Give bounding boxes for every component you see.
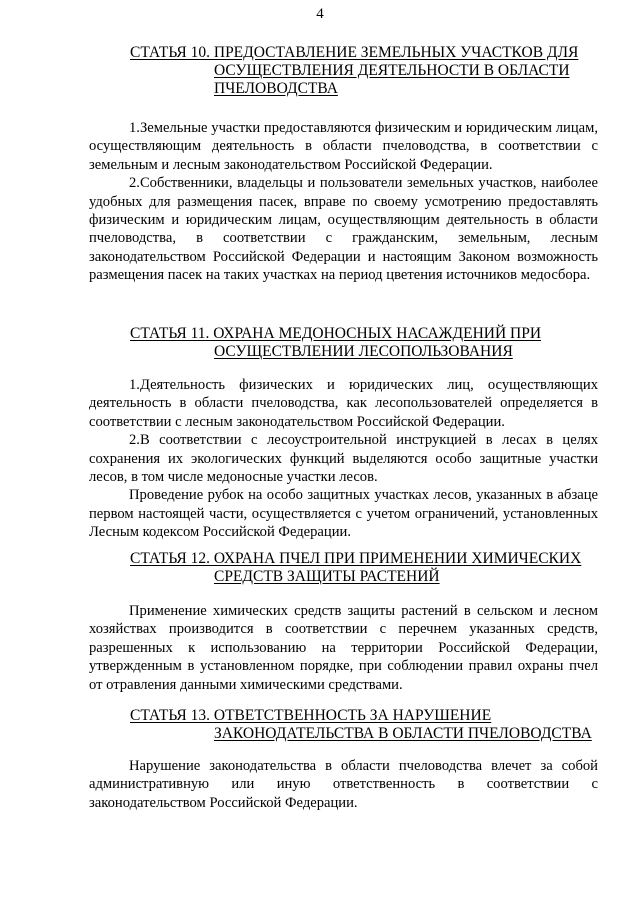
paragraph: 2.В соответствии с лесоустроительной инструкцией в лесах в целях сохранения их экологических функций выделяются особо защитные участки лесов, в том числе медоносные участки лесов. (89, 432, 598, 486)
heading-line: СТАТЬЯ 10. ПРЕДОСТАВЛЕНИЕ ЗЕМЕЛЬНЫХ УЧАСТКОВ ДЛЯ (130, 44, 579, 61)
heading-line: ЗАКОНОДАТЕЛЬСТВА В ОБЛАСТИ ПЧЕЛОВОДСТВА (214, 725, 592, 742)
article-11-body (89, 376, 598, 542)
article-12-body (89, 602, 598, 694)
page-number: 4 (316, 6, 324, 22)
heading-line: СРЕДСТВ ЗАЩИТЫ РАСТЕНИЙ (214, 568, 440, 585)
heading-line: ПЧЕЛОВОДСТВА (214, 80, 338, 97)
heading-line: СТАТЬЯ 12. ОХРАНА ПЧЕЛ ПРИ ПРИМЕНЕНИИ ХИМИЧЕСКИХ (130, 550, 582, 567)
paragraph: 2.Собственники, владельцы и пользователи земельных участков, наиболее удобных для размещения пасек, вправе по своему усмотрению предоставлять физическим и юридическим лицам, осуществляющим деятельность в области пчеловодства, в соответствии с гражданским, земельным, лесным законодательством Российской Федерации и настоящим Законом возможность размещения пасек на таких участках на период цветения источников медосбора. (89, 175, 598, 284)
paragraph: 1.Деятельность физических и юридических лиц, осуществляющих деятельность в области пчеловодства, как лесопользователей определяется в соответствии с лесным законодательством Российской Федерации. (89, 377, 598, 430)
article-12-heading (130, 550, 600, 586)
paragraph: Проведение рубок на особо защитных участках лесов, указанных в абзаце первом настоящей части, осуществляется с учетом ограничений, установленных Лесным кодексом Российской Федерации. (89, 487, 598, 541)
heading-line: СТАТЬЯ 11. ОХРАНА МЕДОНОСНЫХ НАСАЖДЕНИЙ ПРИ (130, 325, 542, 342)
article-10-body (89, 119, 598, 285)
article-10-heading (130, 44, 600, 98)
paragraph: Нарушение законодательства в области пчеловодства влечет за собой административную или иную ответственность в соответствии с законодательством Российской Федерации. (89, 758, 598, 811)
article-13-body (89, 757, 598, 812)
heading-line: СТАТЬЯ 13. ОТВЕТСТВЕННОСТЬ ЗА НАРУШЕНИЕ (130, 707, 492, 724)
article-11-heading (130, 325, 600, 361)
heading-line: ОСУЩЕСТВЛЕНИЯ ДЕЯТЕЛЬНОСТИ В ОБЛАСТИ (214, 62, 570, 79)
heading-line: ОСУЩЕСТВЛЕНИИ ЛЕСОПОЛЬЗОВАНИЯ (214, 343, 513, 360)
paragraph: 1.Земельные участки предоставляются физическим и юридическим лицам, осуществляющим деятельность в области пчеловодства, в соответствии с земельным и лесным законодательством Российской Федерации. (89, 120, 598, 173)
article-13-heading (130, 707, 600, 743)
paragraph: Применение химических средств защиты растений в сельском и лесном хозяйствах производится в соответствии с перечнем указанных средств, разрешенных к использованию на территории Российской Федерации, утвержденным в установленном порядке, при соблюдении правил охраны пчел от отравления данными химическими средствами. (89, 603, 598, 693)
